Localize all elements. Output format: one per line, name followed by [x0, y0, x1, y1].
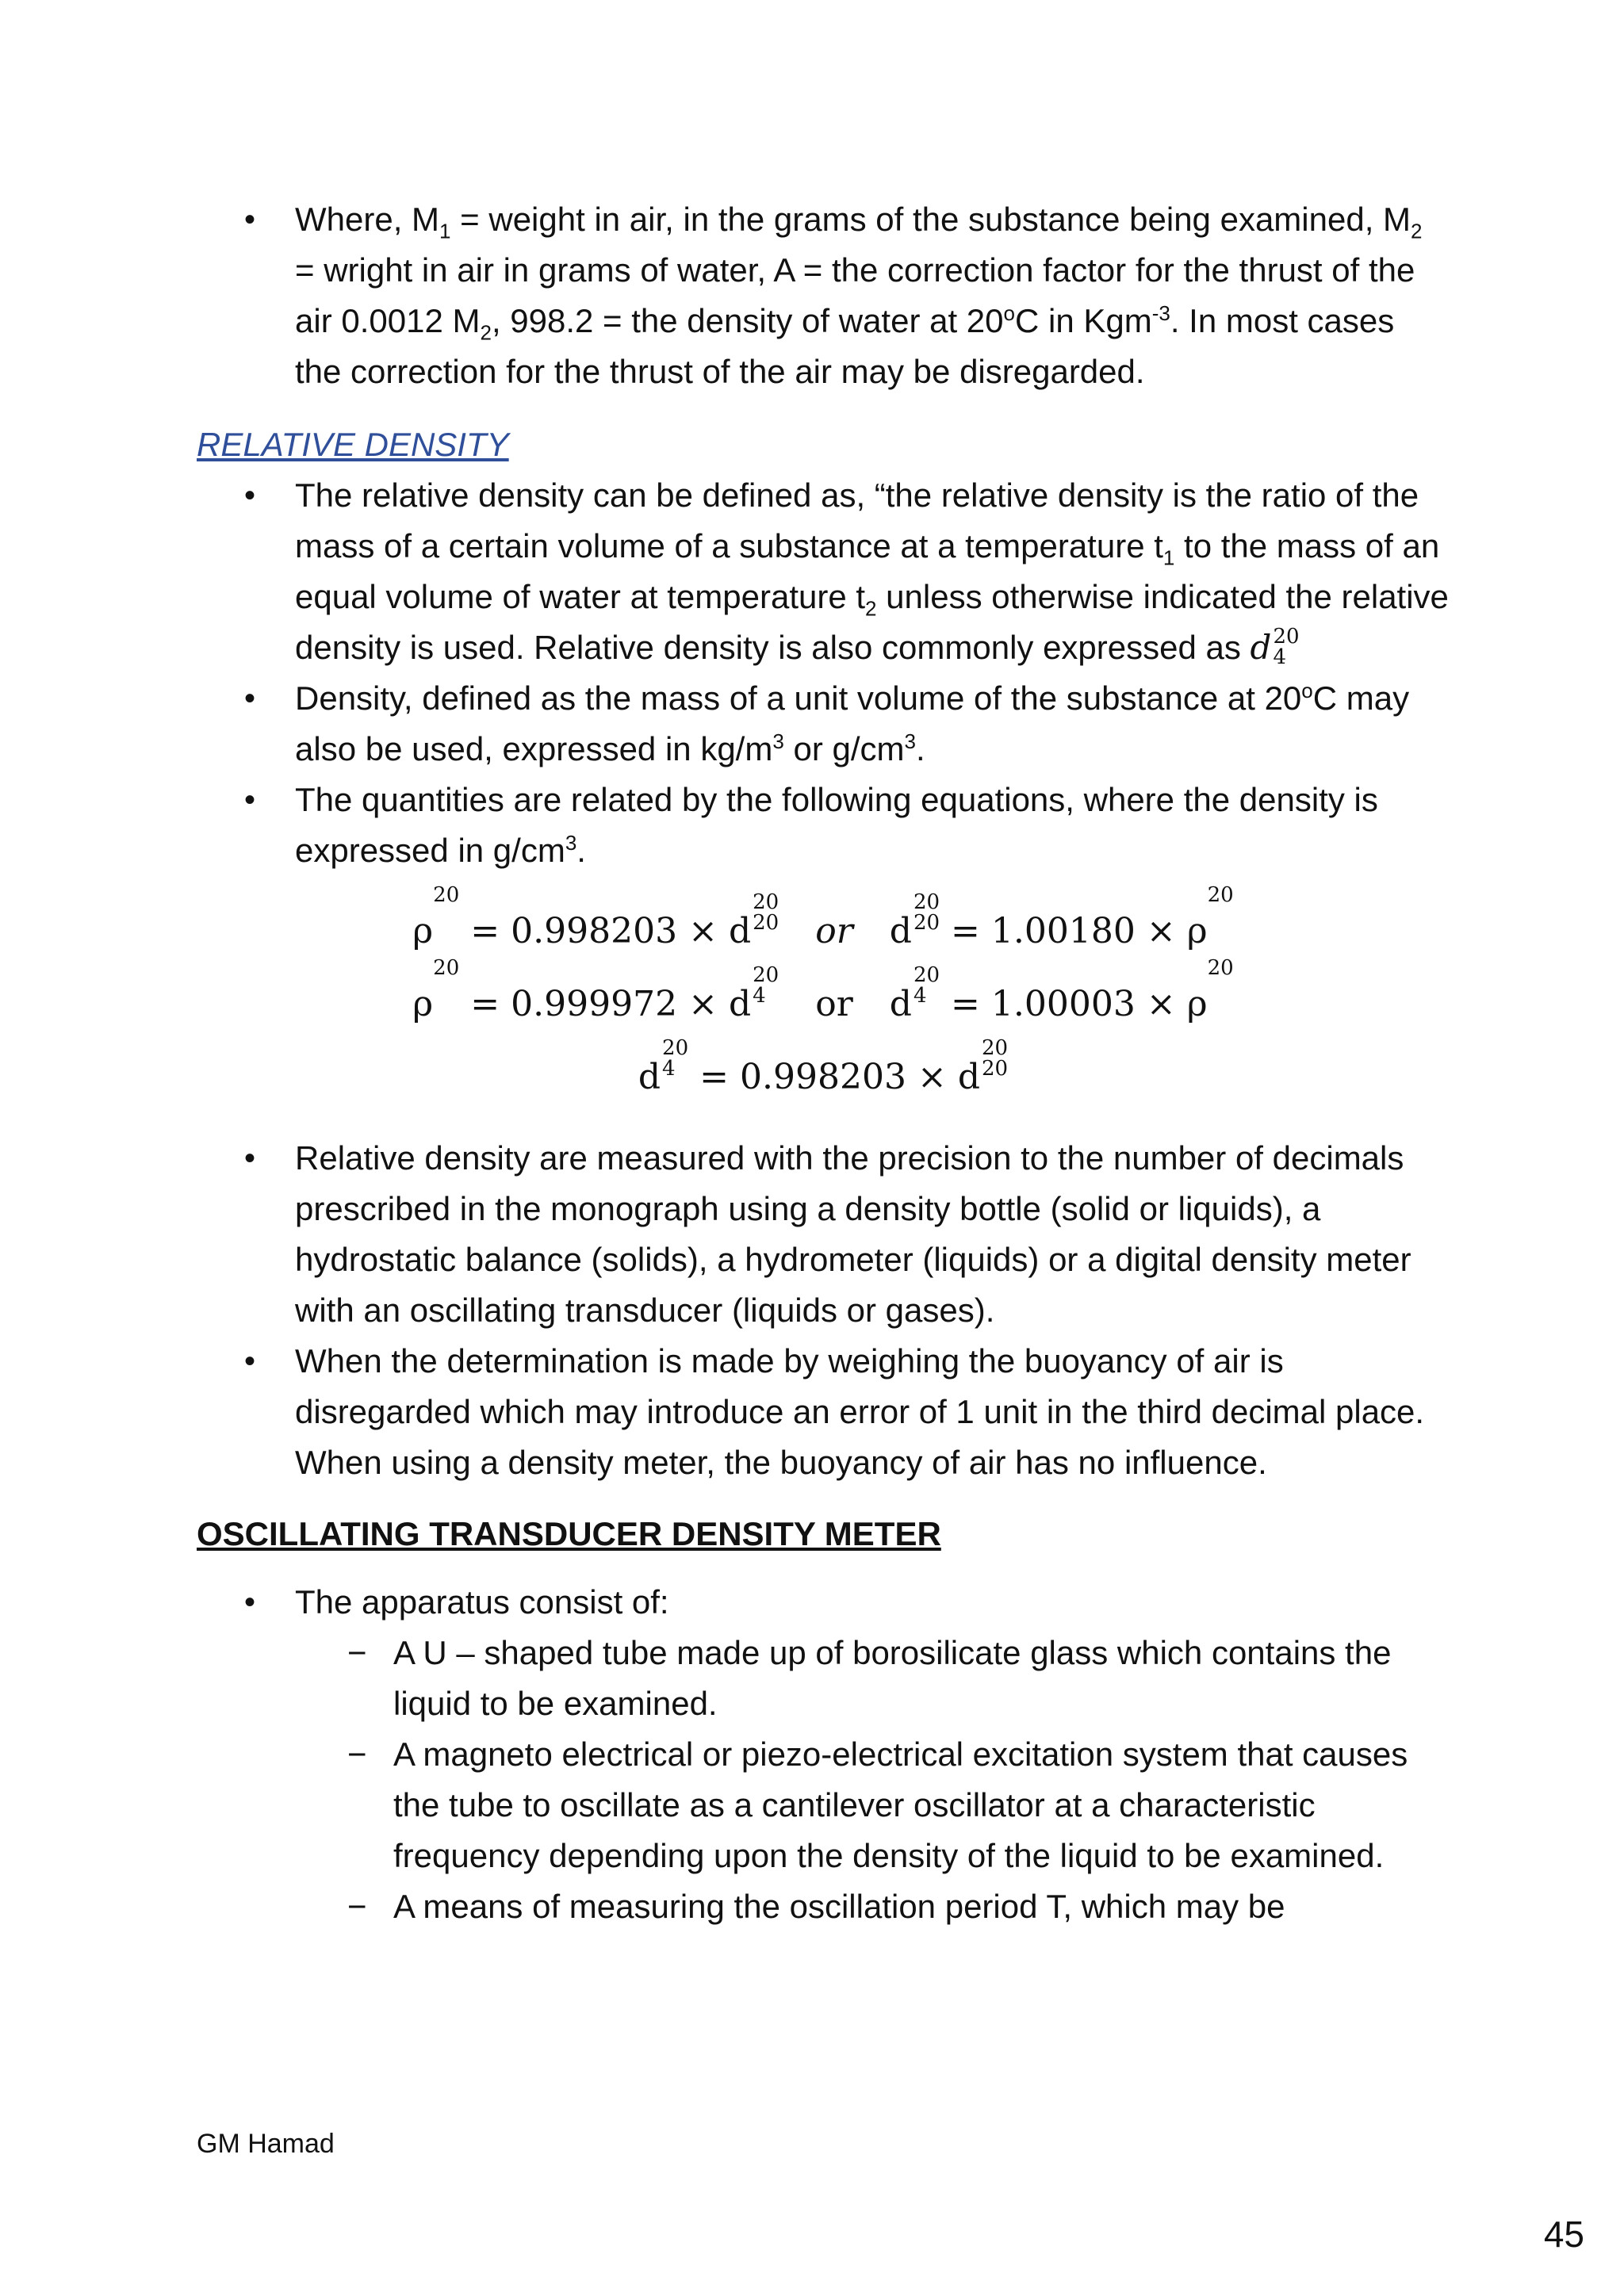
apparatus-item: − A magneto electrical or piezo-electrical excitation system that causes the tube to oscillate as a cantilever oscillator at a characteristic frequency depending upon the density of the liquid to be examined.	[197, 1729, 1450, 1881]
equations-intro-bullet: • The quantities are related by the following equations, where the density is expressed in $g/cm^3$.	[197, 775, 1450, 876]
bullet-icon: •	[244, 783, 256, 817]
oscillating-heading: OSCILLATING TRANSDUCER DENSITY METER	[197, 1515, 941, 1552]
dash-icon: −	[347, 1888, 367, 1925]
page-number: 45	[1543, 2214, 1584, 2255]
bullet-icon: •	[244, 1141, 256, 1176]
bullet-icon: •	[244, 1344, 256, 1379]
footer-author: GM Hamad	[197, 2129, 335, 2159]
buoyancy-bullet: • When the determination is made by weighing the buoyancy of air is disregarded which may introduce an error of 1 unit in the third decimal place. When using a density meter, the buoyancy of air has no influence.	[197, 1336, 1450, 1488]
relative-density-heading: RELATIVE DENSITY	[197, 426, 509, 463]
measurement-list	[197, 1133, 1450, 1488]
equation-row-3: d 20 4 = 0.998203 × d 20 20	[638, 1036, 1009, 1097]
precision-bullet: • Relative density are measured with the precision to the number of decimals prescribed in the monograph using a density bottle (solid or liquids), a hydrostatic balance (solids), a hydrometer (liquids) or a digital density meter with an oscillating transducer (liquids or gases).	[197, 1133, 1450, 1336]
equation-row-1: ρ 20 = 0.998203 × d 20 20 or d 20 20 = 1.00180 × ρ 20	[412, 883, 1234, 951]
bullet-icon: •	[244, 202, 256, 237]
equation-block	[197, 883, 1450, 1114]
bullet-icon: •	[244, 681, 256, 716]
relative-density-list	[197, 470, 1450, 876]
bullet-icon: •	[244, 478, 256, 513]
dash-icon: −	[347, 1735, 367, 1773]
page-content	[197, 194, 1450, 1932]
bullet-icon: •	[244, 1585, 256, 1620]
density-bullet: • Density, defined as the mass of a unit volume of the substance at 20$^o$C may also be used, expressed in $kg/m^3$ or $g/cm^3$.	[197, 673, 1450, 775]
definition-bullet: • The relative density can be defined as, “the relative density is the ratio of the mass of a certain volume of a substance at a temperature $t_1$ to the mass of an equal volume of water at temperature $t_2$ unless otherwise indicated the relative density is used. Relative density is also commonly expressed as d 20 4	[197, 470, 1450, 673]
apparatus-bullet: • The apparatus consist of:	[197, 1577, 1450, 1628]
apparatus-list	[197, 1577, 1450, 1628]
apparatus-item: − A means of measuring the oscillation period T, which may be	[197, 1881, 1450, 1932]
apparatus-item: − A U – shaped tube made up of borosilicate glass which contains the liquid to be examined.	[197, 1628, 1450, 1729]
intro-bullet: • Where, $M_1$ = weight in air, in the grams of the substance being examined, $M_2$ = wright in air in grams of water, A = the correction factor for the thrust of the air 0.0012 $M_2$, 998.2 = the density of water at 20$^o$C in Kgm$^{-3}$. In most cases the correction for the thrust of the air may be disregarded.	[197, 194, 1450, 397]
intro-list	[197, 194, 1450, 397]
equation-row-2: ρ 20 = 0.999972 × d 20 4 or d 20 4 = 1.00003 × ρ 20	[412, 956, 1234, 1024]
d-notation: d 20 4	[1250, 625, 1300, 669]
dash-icon: −	[347, 1634, 367, 1671]
apparatus-sublist	[197, 1628, 1450, 1932]
